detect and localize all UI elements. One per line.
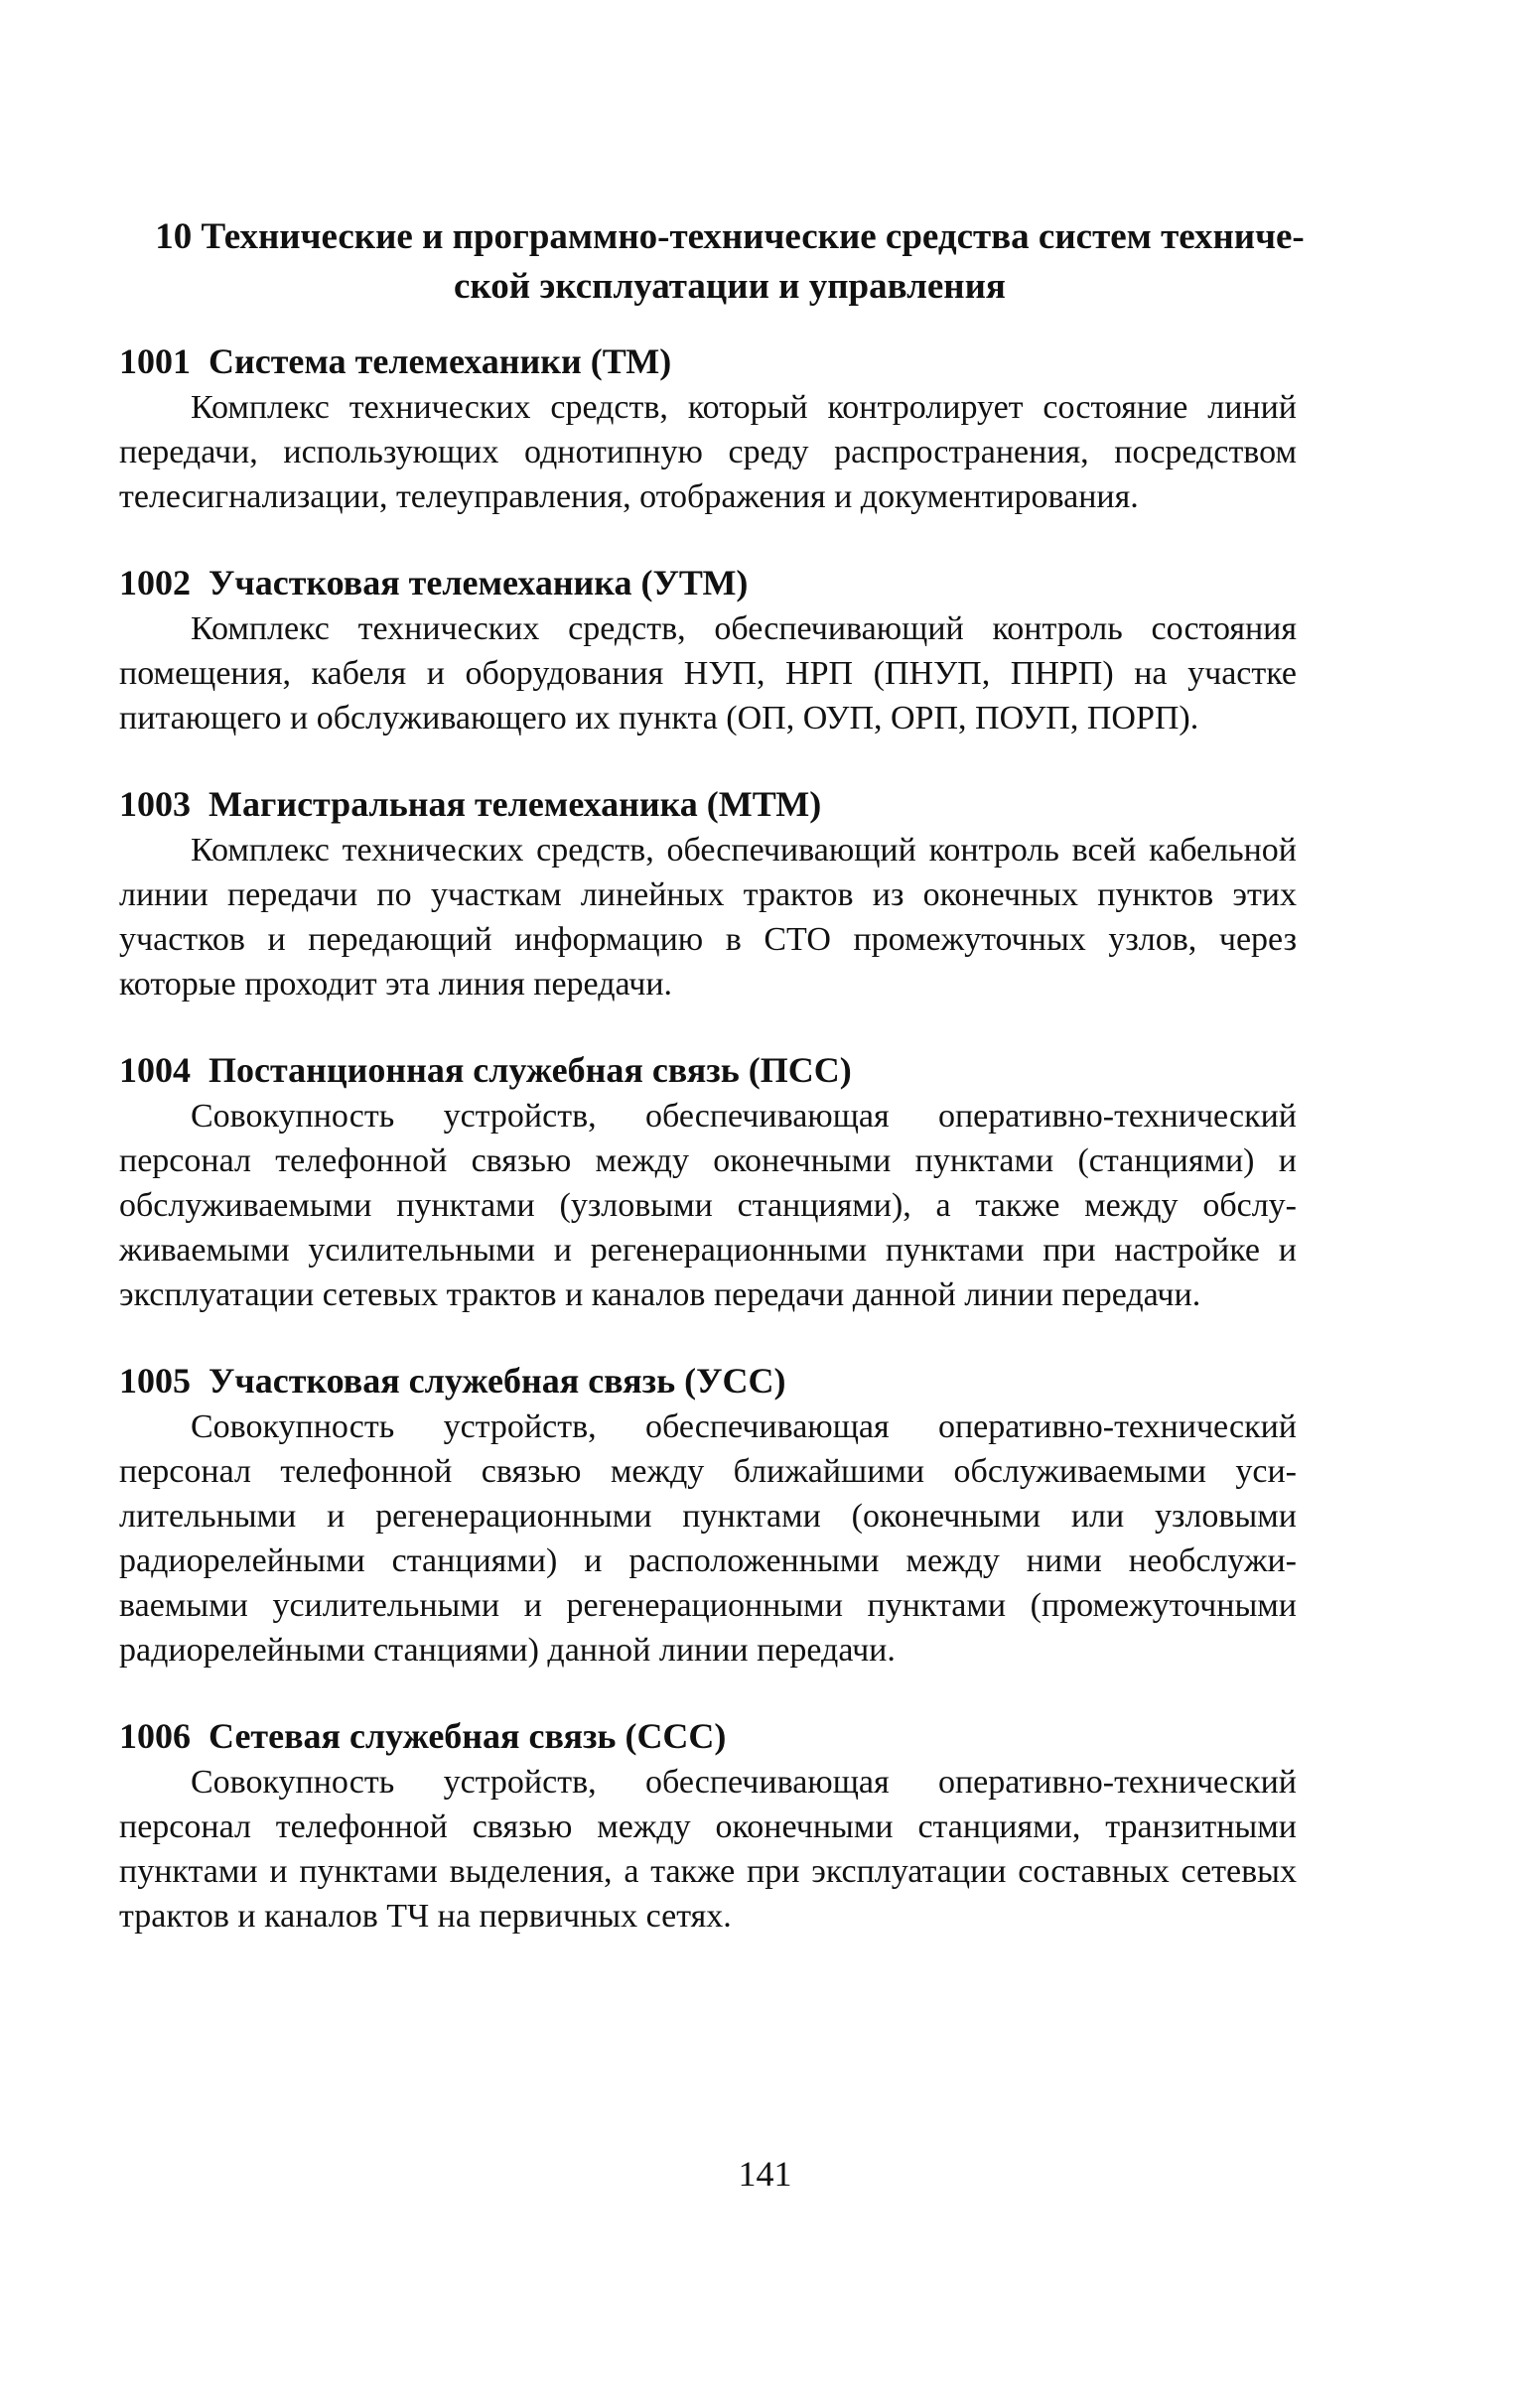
- term-entry-1005: [119, 1357, 1297, 1672]
- term-title: Сетевая служебная связь (ССС): [209, 1716, 727, 1756]
- term-heading: [119, 1357, 1297, 1405]
- term-number: 1005: [119, 1361, 191, 1401]
- term-entry-1001: [119, 337, 1297, 519]
- term-heading: [119, 780, 1297, 828]
- term-definition: Совокупность устройств, обеспечивающая оперативно-технический персонал телефонной связью между оконечными станциями, транзитными пунктами и пунктами выделения, а также при эксплуатации составных сетевых трактов и каналов ТЧ на первичных сетях.: [119, 1764, 1297, 1935]
- term-title: Участковая телемеханика (УТМ): [209, 563, 749, 602]
- term-title: Постанционная служебная связь (ПСС): [209, 1050, 852, 1090]
- term-entry-1006: [119, 1712, 1297, 1939]
- page-number: 141: [738, 2154, 792, 2194]
- term-heading: [119, 1046, 1297, 1094]
- term-number: 1002: [119, 563, 191, 602]
- term-number: 1001: [119, 341, 191, 381]
- term-heading: [119, 559, 1297, 606]
- term-definition: Комплекс технических средств, обеспечивающий контроль всей кабельной линии передачи по участкам линейных трактов из оконечных пунктов этих участков и передающий информацию в СТО промежуточных узлов, через которые проходит эта линия передачи.: [119, 832, 1297, 1003]
- term-number: 1006: [119, 1716, 191, 1756]
- term-title: Система телемеханики (ТМ): [209, 341, 672, 381]
- term-definition: Комплекс технических средств, который контролирует состояние линий передачи, использующих однотипную среду распространения, посредством телесигнализации, телеуправления, отображения и документирования.: [119, 389, 1297, 515]
- term-number: 1004: [119, 1050, 191, 1090]
- term-heading: [119, 337, 1297, 385]
- term-definition: Комплекс технических средств, обеспечивающий контроль состояния помещения, кабеля и оборудования НУП, НРП (ПНУП, ПНРП) на участке питающего и обслуживающего их пункта (ОП, ОУП, ОРП, ПОУП, ПОРП).: [119, 610, 1297, 736]
- term-entry-1002: [119, 559, 1297, 740]
- term-entries: [119, 337, 1297, 1978]
- term-definition: Совокупность устройств, обеспечивающая оперативно-технический персонал телефонной связью между оконечными пунктами (станциями) и обслуживаемыми пунктами (узловыми станциями), а также между обслуживаемыми усилительными и регенерационными пунктами при настройке и эксплуатации сетевых трактов и каналов передачи данной линии передачи.: [119, 1098, 1297, 1313]
- term-entry-1003: [119, 780, 1297, 1006]
- term-number: 1003: [119, 784, 191, 824]
- term-heading: [119, 1712, 1297, 1760]
- term-definition: Совокупность устройств, обеспечивающая оперативно-технический персонал телефонной связью между ближайшими обслуживаемыми усилительными и регенерационными пунктами (оконечными или узловыми радиорелейными станциями) и расположенными между ними необслуживаемыми усилительными и регенерационными пунктами (промежуточными радиорелейными станциями) данной линии передачи.: [119, 1408, 1297, 1669]
- section-title-line-2: ской эксплуатации и управления: [454, 266, 1006, 307]
- term-title: Магистральная телемеханика (МТМ): [209, 784, 822, 824]
- section-title-line-1: 10 Технические и программно-технические средства систем техниче-: [155, 216, 1305, 257]
- section-title: [149, 212, 1311, 312]
- term-title: Участковая служебная связь (УСС): [209, 1361, 786, 1401]
- term-entry-1004: [119, 1046, 1297, 1317]
